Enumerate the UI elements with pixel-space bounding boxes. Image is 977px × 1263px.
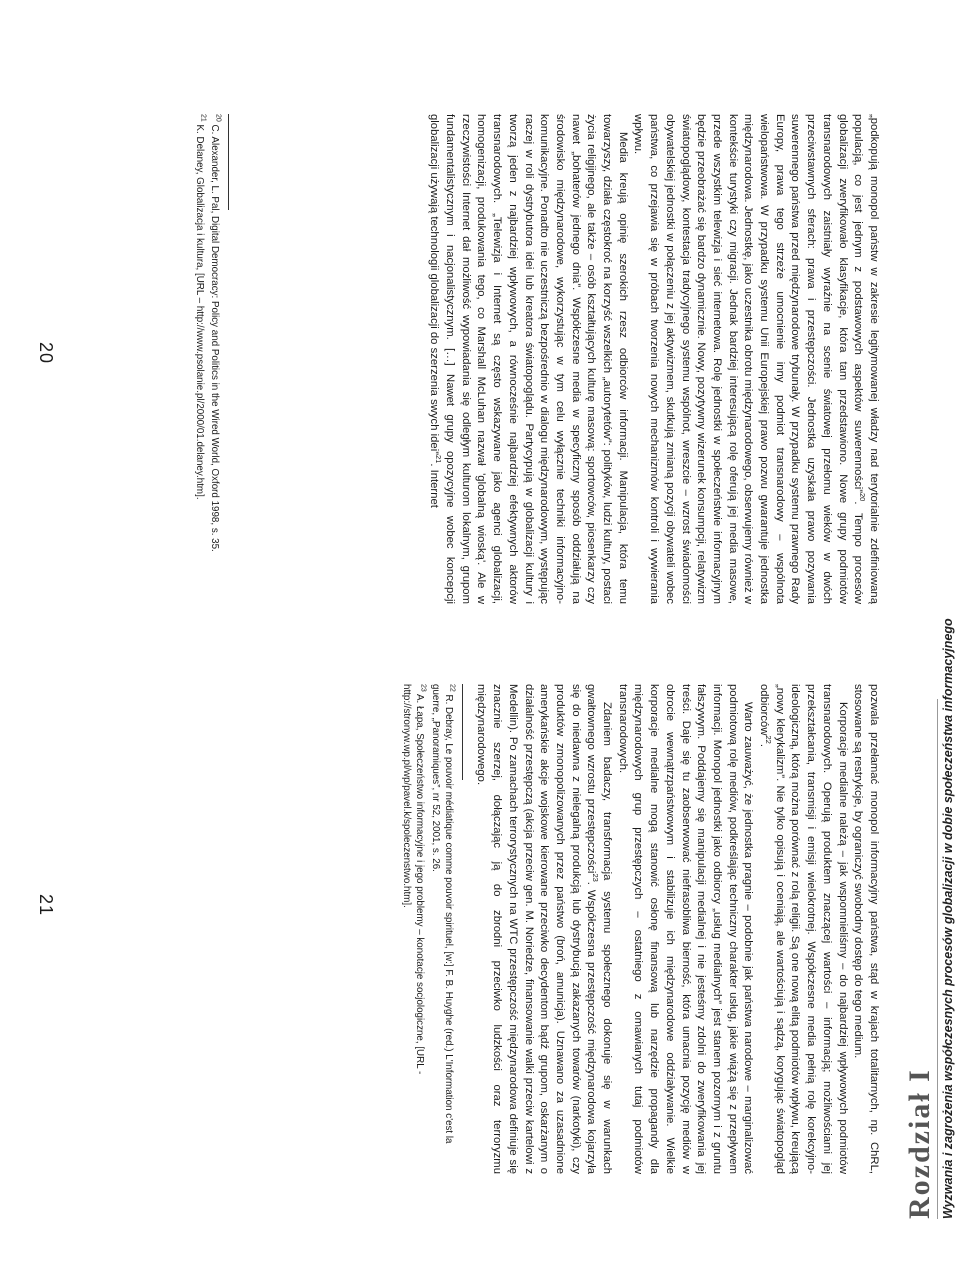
footnote-text: R. Debray, Le pouvoir médiatique comme pouvoir spirituel, [w:] F. B. Huyghe (red.) L'Information c'est la guerre, „Panoramiques”, nr 52, 2001, s. 26. bbox=[429, 684, 454, 1144]
chapter-label: Rozdział I bbox=[903, 1068, 936, 1219]
page-number: 20 bbox=[36, 342, 56, 365]
footnote-reference: 23 bbox=[591, 873, 601, 882]
footnote-number: 21 bbox=[198, 114, 206, 122]
paragraph-text: . Internet bbox=[428, 463, 441, 508]
paragraph-text: . Współczesna przestępczość międzynarodowa kojarzyła się do niedawna z nielegalną produkcją lub dystrybucją zakazanych towarów (narkotyki), czy produktów zmonopolizowanych przez państwo (broń, amunicja). Uznawano za uzasadnione amerykańskie akcje wojskowe kierowane przeciwko decydentom bądź grupom, oskarżanym o działalność przestępczą (akcja przeciw gen. M. Noriedze, finansowanie walki przeciw kartelowi z Medellin). Po zamachach terrorystycznych na WTC przestępczość międzynarodowa definiuje się znacznie szerzej, dołączając ją do zbrodni przeciwko ludzkości oraz terroryzmu międzynarodowego. bbox=[475, 684, 598, 1174]
footnote-text: K. Delaney, Globalizacja i kultura, [URL – http://www.psolanie.pl/2000/01.delaney.htm]. bbox=[193, 121, 205, 500]
paragraph-text: Warto zauważyć, że jednostka pragnie – podobnie jak państwa narodowe – marginalizować podmiotową rolę mediów, podkreślając techniczny charakter usług, jakie wiążą się z przepływem informacji. Monopol jednostki jako odbiorcy „usług medialnych” jest stanem pozornym i z gruntu fałszywym. Poddajemy się manipulacji medialnej i nie jesteśmy zdolni do zweryfikowania jej treści. Daje się tu zaobserwować niefrasobliwa bierność, która umacnia pozycję mediów w obrocie wewnątrzpaństwowym i stabilizuje ich międzynarodowe oddziaływanie. Wielkie korporacje medialne mogą stanowić osłonę finansową lub narzędzie propagandy dla międzynarodowych grup przestępczych – ostatniego z omawianych tutaj podmiotów transnarodowych. bbox=[616, 684, 755, 1174]
header-rule bbox=[937, 699, 938, 1219]
footnote-number: 23 bbox=[419, 684, 427, 692]
footnote-number: 22 bbox=[448, 684, 456, 692]
footnote-text: A. Łapa, Społeczeństwo informacyjne i jego problemy – konotacje socjologiczne, [URL -http://stronyw.wp.pl/wp/pavel.k/spoleczenstwo.htm]. bbox=[400, 684, 426, 1075]
paragraph-text: „podkopują monopol państw w zakresie legitymowanej władzy nad terytorialnie zdefiniowaną populacją, co jest jednym z podstawowych aspektów suwerenności” bbox=[852, 114, 880, 604]
paragraph-text: . bbox=[758, 743, 771, 747]
chapter-header-block bbox=[893, 618, 977, 1263]
paragraph-text: . Tempo procesów globalizacji zweryfikowało klasyfikacje, która tam przedstawiono. Nowe grupy podmiotów transnarodowych zaistniały wyraźnie na scenie światowej przełomu wieków w dwóch przeciwstawnych sferach: prawa i przestępczości. Jednostka uzyskała prawo pozywania suwerennego państwa przed międzynarodowe trybunały. W przypadku systemu prawnego Rady Europy, prawa tego strzeże umocnienie inny podmiot transnarodowy – wspólnota wielopaństwowa. W przypadku systemu Unii Europejskiej prawo pozwu gwarantuje jednostka międzynarodowa. Jednostkę, jako uczestnika obrotu międzynarodowego, obserwujemy również w kontekście turystyki czy migracji. Jednak bardziej interesującą rolę oferują jej media masowe, przede wszystkim telewizja i sieć internetowa. Rolę jednostki w społeczeństwie informacyjnym będzie przeobrażać się bardzo dynamicznie. Nowy, pozytywny wizerunek konsumpcji, relatywizm światopoglądowy, kontestacja tradycyjnego systemu wspólnot, wreszcie – wzrost świadomości obywatelskiej jednostki w połączeniu z jej aktywizmem, skutkują zmianą pozycji obywateli wobec państwa, co przejawia się w próbach tworzenia nowych mechanizmów kontroli i wywierania wpływu. bbox=[632, 114, 865, 604]
paragraph-text: Korporacje medialne należą – jak wspomnieliśmy – do najbardziej wpływowych podmiotów transnarodowych. Operują produktem znaczącej wartości – informacją; możliwościami jej przekształcania, transmisji i emisji wielokrotnej. Współczesne media pełnią rolę korekcyjno-ideologiczną, którą można porównać z rolą religii. Są one nową elitą podmiotów wpływu, kreującą „nowy klerykalizm”. Nie tylko opisują i oceniają, ale wartościują i sądzą, korygując światopogląd odbiorców bbox=[758, 684, 849, 1174]
chapter-title: Wyzwania i zagrożenia współczesnych procesów globalizacji w dobie społeczeństwa informacyjnego bbox=[941, 618, 955, 1219]
footnote-text: C. Alexander, L. Pal, Digital Democracy: Policy and Politics in the Wired World, Oxford 1998, s. 35. bbox=[209, 121, 220, 552]
footnote-reference: 21 bbox=[434, 454, 444, 464]
footnote-reference: 20 bbox=[858, 492, 868, 502]
paragraph-text: pozwala przełamać monopol informacyjny państwa, stąd w krajach totalitarnych, np. ChRL, stosowane są restrykcje, by ograniczyć swobodny dostęp do tego medium. bbox=[852, 684, 880, 1174]
paragraph-text: Media kreują opinię szerokich rzesz odbiorców informacji. Manipulacja, która temu towarzyszy, działa częstokroć na korzyść wszelkich „autorytetów”: polityków, ludzi kultury, postaci życia religijnego, ale także – osób kształtujących kulturę masową: sportowców, piosenkarzy czy nawet „bohaterów jednego dnia”. Współczesne media w specyficzny sposób oddziałują na środowisko międzynarodowe, wykorzystując w tym celu wyłącznie techniki informacyjno-komunikacyjne. Ponadto nie uczestniczą bezpośrednio w dialogu międzynarodowym, występując raczej w roli dystrybutora idei lub kreatora światopoglądu. Partycypują w globalizacji kultury i tworzą jeden z najbardziej wpływowych, a równocześnie najbardziej efektywnych aktorów transnarodowych. „Telewizja i Internet są często wskazywane jako agenci globalizacji, homogenizacji, produkowania tego, co Marshall McLuhan nazwał 'globalną wioską'. Ale w rzeczywistości Internet dał możliwość wypowiadania się odległym kulturom lokalnym, grupom fundamentalistycznym i nacjonalistycznym. […] Nawet grupy opozycyjne wobec koncepcji globalizacji używają technologii globalizacji do szerzenia swych idei” bbox=[428, 114, 629, 604]
footnote-reference: 22 bbox=[763, 735, 773, 744]
footnote-number: 20 bbox=[214, 114, 222, 122]
chapter-header bbox=[803, 63, 883, 663]
page-number: 21 bbox=[36, 894, 56, 917]
paragraph-text: Zdaniem badaczy, transformacja systemu społecznego dokonuje się w warunkach gwałtownego wzrostu przestępczości bbox=[585, 684, 614, 1174]
